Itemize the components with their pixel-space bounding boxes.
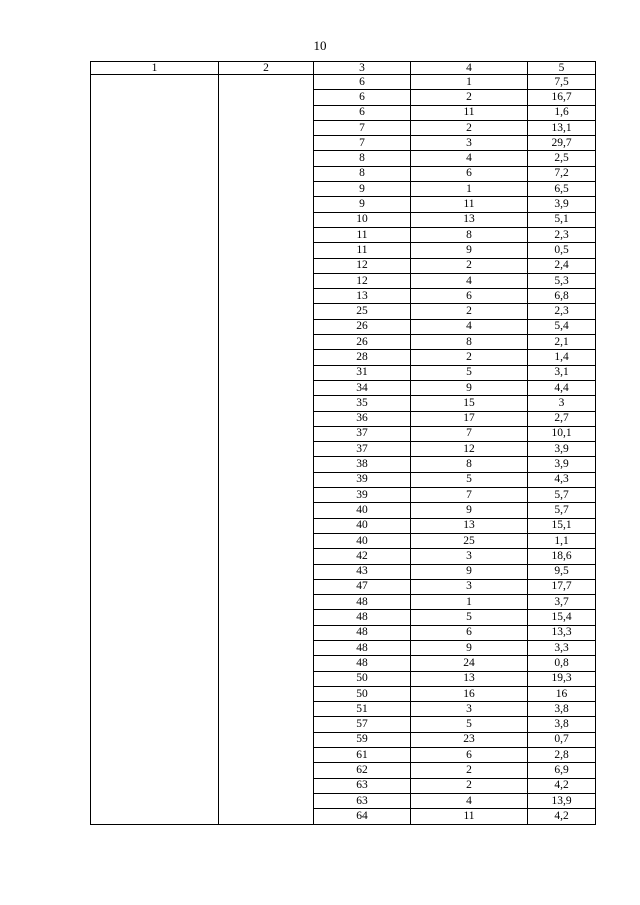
table-cell-col3: 25 [314, 304, 411, 319]
table-cell-col5: 7,2 [528, 166, 596, 181]
table-cell-col3: 59 [314, 732, 411, 747]
table-cell-col4: 5 [411, 365, 528, 380]
table-cell-col3: 26 [314, 319, 411, 334]
table-cell-col3: 57 [314, 717, 411, 732]
table-cell-col3: 48 [314, 610, 411, 625]
table-cell-col5: 6,9 [528, 763, 596, 778]
table-cell-col3: 34 [314, 380, 411, 395]
table-cell-col5: 16 [528, 686, 596, 701]
table-cell-col5: 3,8 [528, 702, 596, 717]
table-cell-col3: 42 [314, 549, 411, 564]
table-cell-col5: 2,5 [528, 151, 596, 166]
table-cell-col5: 3,9 [528, 197, 596, 212]
table-cell-col3: 13 [314, 289, 411, 304]
table-cell-col5: 6,5 [528, 182, 596, 197]
table-cell-col3: 6 [314, 90, 411, 105]
table-cell-col3: 8 [314, 151, 411, 166]
table-cell-col5: 5,7 [528, 503, 596, 518]
table-cell-col5: 19,3 [528, 671, 596, 686]
table-cell-col4: 4 [411, 273, 528, 288]
table-cell-col4: 6 [411, 289, 528, 304]
table-cell-col3: 61 [314, 748, 411, 763]
table-cell-col5: 2,4 [528, 258, 596, 273]
table-cell-col4: 4 [411, 151, 528, 166]
table-cell-col3: 40 [314, 533, 411, 548]
table-cell-col4: 2 [411, 90, 528, 105]
table-cell-col3: 7 [314, 136, 411, 151]
table-cell-col5: 3,8 [528, 717, 596, 732]
table-cell-col5: 29,7 [528, 136, 596, 151]
column-header: 4 [411, 62, 528, 75]
table-cell-col4: 15 [411, 396, 528, 411]
column-header: 5 [528, 62, 596, 75]
table-cell-col4: 5 [411, 610, 528, 625]
table-cell-col5: 5,1 [528, 212, 596, 227]
table-cell-col3: 38 [314, 457, 411, 472]
table-cell-col4: 12 [411, 442, 528, 457]
data-table [90, 61, 596, 825]
table-cell-col3: 50 [314, 671, 411, 686]
table-cell-col3: 43 [314, 564, 411, 579]
table-cell-col3: 7 [314, 120, 411, 135]
table-cell-col5: 1,6 [528, 105, 596, 120]
table-cell-col4: 2 [411, 763, 528, 778]
table-cell-col4: 24 [411, 656, 528, 671]
table-cell-col5: 0,5 [528, 243, 596, 258]
table-cell-col4: 1 [411, 75, 528, 90]
table-cell-col3: 63 [314, 793, 411, 808]
table-cell-col3: 48 [314, 640, 411, 655]
table-cell-col3: 26 [314, 335, 411, 350]
table-row [91, 75, 596, 90]
table-cell-col4: 23 [411, 732, 528, 747]
table-cell-col5: 2,7 [528, 411, 596, 426]
table-cell-col5: 3,9 [528, 457, 596, 472]
table-cell-col5: 3 [528, 396, 596, 411]
table-cell-col4: 9 [411, 380, 528, 395]
table-cell-col5: 15,1 [528, 518, 596, 533]
table-cell-col3: 37 [314, 442, 411, 457]
table-cell-col4: 3 [411, 702, 528, 717]
table-cell-col3: 12 [314, 258, 411, 273]
table-cell-col4: 3 [411, 549, 528, 564]
table-cell-col3: 48 [314, 656, 411, 671]
table-cell-col4: 1 [411, 182, 528, 197]
table-cell-col5: 10,1 [528, 426, 596, 441]
table-cell-col3: 6 [314, 75, 411, 90]
table-cell-col3: 37 [314, 426, 411, 441]
table-cell-col3: 11 [314, 243, 411, 258]
table-cell-col3: 31 [314, 365, 411, 380]
table-cell-col5: 4,4 [528, 380, 596, 395]
table-cell-col4: 7 [411, 488, 528, 503]
table-cell-col4: 17 [411, 411, 528, 426]
table-cell-col4: 9 [411, 564, 528, 579]
table-cell-col3: 39 [314, 472, 411, 487]
table-cell-col4: 6 [411, 625, 528, 640]
table-cell-col3: 47 [314, 579, 411, 594]
table-cell-col5: 3,7 [528, 595, 596, 610]
table-cell-col5: 13,9 [528, 793, 596, 808]
page-number: 10 [313, 38, 327, 53]
table-cell-col4: 6 [411, 748, 528, 763]
table-cell-col5: 2,1 [528, 335, 596, 350]
table-cell-col5: 16,7 [528, 90, 596, 105]
table-cell-col4: 2 [411, 350, 528, 365]
table-cell-col4: 3 [411, 579, 528, 594]
table-cell-col3: 9 [314, 182, 411, 197]
table-cell-col4: 4 [411, 793, 528, 808]
table-cell-col3: 62 [314, 763, 411, 778]
table-cell-col4: 25 [411, 533, 528, 548]
table-cell-col4: 2 [411, 258, 528, 273]
table-cell-col4: 7 [411, 426, 528, 441]
table-cell-col3: 48 [314, 595, 411, 610]
table-cell-col4: 11 [411, 105, 528, 120]
table-cell-col5: 0,7 [528, 732, 596, 747]
table-cell-col4: 9 [411, 503, 528, 518]
table-cell-col3: 64 [314, 809, 411, 824]
table-cell-col4: 9 [411, 243, 528, 258]
table-cell-col5: 3,3 [528, 640, 596, 655]
table-cell-col3: 11 [314, 227, 411, 242]
table-cell-col4: 11 [411, 809, 528, 824]
table-cell-col5: 1,4 [528, 350, 596, 365]
table-cell-col3: 50 [314, 686, 411, 701]
table-cell-col5: 13,1 [528, 120, 596, 135]
table-cell-col4: 6 [411, 166, 528, 181]
table-cell-col4: 16 [411, 686, 528, 701]
table-cell-col5: 1,1 [528, 533, 596, 548]
table-cell-col3: 6 [314, 105, 411, 120]
table-cell-col4: 4 [411, 319, 528, 334]
table-cell-col4: 8 [411, 335, 528, 350]
table-cell-col3: 63 [314, 778, 411, 793]
table-cell-col3: 48 [314, 625, 411, 640]
table-cell-col3: 12 [314, 273, 411, 288]
table-cell-col5: 6,8 [528, 289, 596, 304]
table-cell-col3: 40 [314, 503, 411, 518]
table-cell-col4: 13 [411, 212, 528, 227]
table-cell-col4: 9 [411, 640, 528, 655]
table-cell-col5: 5,4 [528, 319, 596, 334]
table-cell-col4: 8 [411, 457, 528, 472]
table-cell-col5: 0,8 [528, 656, 596, 671]
table-cell-col4: 13 [411, 518, 528, 533]
column-header: 1 [91, 62, 219, 75]
table-cell-col5: 5,7 [528, 488, 596, 503]
table-cell-col4: 3 [411, 136, 528, 151]
column-header: 3 [314, 62, 411, 75]
table-cell-col5: 5,3 [528, 273, 596, 288]
table-cell-col5: 2,3 [528, 227, 596, 242]
table-cell-col5: 13,3 [528, 625, 596, 640]
column-header: 2 [219, 62, 314, 75]
table-cell-col5: 4,2 [528, 778, 596, 793]
table-cell-col4: 8 [411, 227, 528, 242]
blank-cell-col2 [219, 75, 314, 825]
table-cell-col5: 4,3 [528, 472, 596, 487]
table-cell-col4: 1 [411, 595, 528, 610]
table-cell-col4: 11 [411, 197, 528, 212]
table-cell-col5: 3,1 [528, 365, 596, 380]
blank-cell-col1 [91, 75, 219, 825]
table-cell-col5: 15,4 [528, 610, 596, 625]
table-cell-col5: 18,6 [528, 549, 596, 564]
table-cell-col5: 7,5 [528, 75, 596, 90]
table-body [91, 75, 596, 825]
table-cell-col4: 5 [411, 472, 528, 487]
table-cell-col3: 9 [314, 197, 411, 212]
table-cell-col5: 3,9 [528, 442, 596, 457]
table-cell-col3: 40 [314, 518, 411, 533]
table-cell-col5: 2,8 [528, 748, 596, 763]
table-cell-col4: 2 [411, 778, 528, 793]
table-cell-col4: 13 [411, 671, 528, 686]
table-cell-col5: 9,5 [528, 564, 596, 579]
table-cell-col4: 2 [411, 120, 528, 135]
table-cell-col5: 4,2 [528, 809, 596, 824]
table-cell-col3: 35 [314, 396, 411, 411]
table-cell-col4: 5 [411, 717, 528, 732]
table-cell-col4: 2 [411, 304, 528, 319]
table-header-row [91, 62, 596, 75]
table-cell-col3: 51 [314, 702, 411, 717]
table-cell-col3: 8 [314, 166, 411, 181]
table-cell-col3: 39 [314, 488, 411, 503]
table-cell-col5: 2,3 [528, 304, 596, 319]
table-cell-col3: 10 [314, 212, 411, 227]
table-cell-col5: 17,7 [528, 579, 596, 594]
table-cell-col3: 36 [314, 411, 411, 426]
table-cell-col3: 28 [314, 350, 411, 365]
